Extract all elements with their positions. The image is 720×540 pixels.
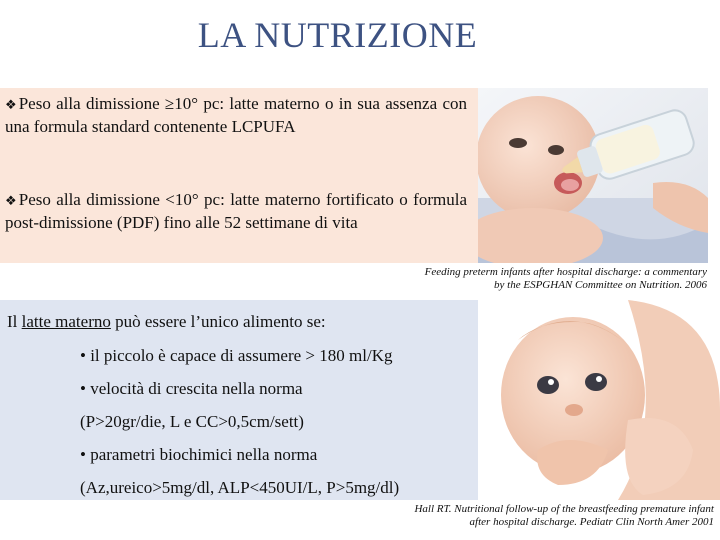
diamond-bullet-icon: ❖ xyxy=(5,98,18,113)
breastmilk-lead-text xyxy=(7,312,326,332)
lead-emphasis: latte materno xyxy=(21,312,111,331)
paragraph-weight-low xyxy=(5,189,467,233)
criteria-item: • parametri biochimici nella norma xyxy=(80,445,318,464)
paragraph-text: Peso alla dimissione ≥10° pc: latte materno o in sua assenza con una formula standard contenente LCPUFA xyxy=(5,94,467,136)
paragraph-weight-high xyxy=(5,93,467,137)
citation-hall xyxy=(314,503,714,529)
lead-text-start: Il xyxy=(7,312,22,331)
citation-espghan xyxy=(327,266,707,292)
citation-line: by the ESPGHAN Committee on Nutrition. 2006 xyxy=(494,279,707,291)
criteria-item: (Az,ureico>5mg/dl, ALP<450UI/L, P>5mg/dl) xyxy=(80,478,400,497)
citation-line: after hospital discharge. Pediatr Clin North Amer 2001 xyxy=(469,516,714,528)
criteria-item: • velocità di crescita nella norma xyxy=(80,379,303,398)
baby-breastfeeding-photo xyxy=(478,300,720,500)
diamond-bullet-icon: ❖ xyxy=(5,194,18,209)
criteria-item: • il piccolo è capace di assumere > 180 ml/Kg xyxy=(80,346,393,365)
lead-text-end: può essere l’unico alimento se: xyxy=(110,312,326,331)
paragraph-text: Peso alla dimissione <10° pc: latte materno fortificato o formula post-dimissione (PDF) fino alle 52 settimane di vita xyxy=(5,190,468,232)
baby-bottle-feeding-photo xyxy=(478,88,708,263)
page-title: LA NUTRIZIONE xyxy=(197,15,478,55)
criteria-item: (P>20gr/die, L e CC>0,5cm/sett) xyxy=(80,412,304,431)
citation-line: Hall RT. Nutritional follow-up of the breastfeeding premature infant xyxy=(414,503,714,515)
citation-line: Feeding preterm infants after hospital discharge: a commentary xyxy=(424,266,707,278)
